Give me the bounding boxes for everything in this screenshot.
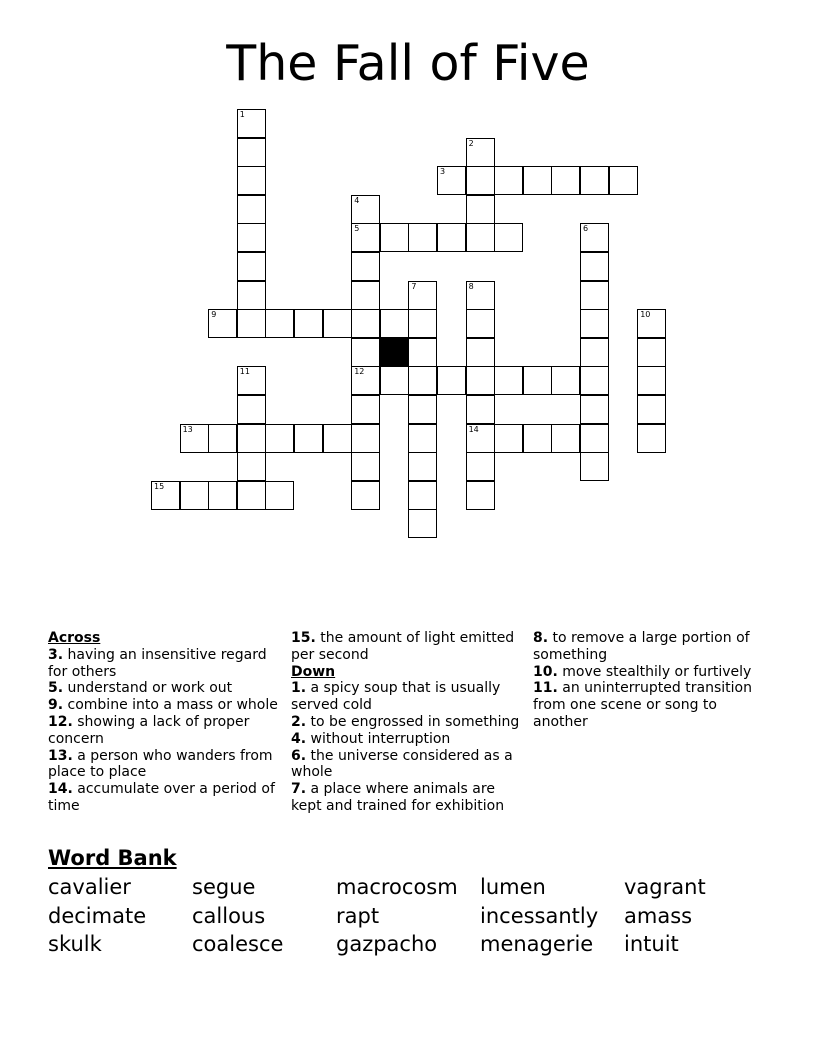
clue-number: 4. (291, 730, 307, 747)
grid-cell[interactable] (637, 366, 666, 395)
word-bank-word: decimate (48, 904, 147, 928)
grid-cell[interactable] (609, 166, 638, 195)
clue-number: 11. (533, 680, 558, 697)
grid-cell[interactable] (351, 252, 380, 281)
clues-column-2 (291, 630, 523, 815)
grid-cell[interactable] (380, 309, 409, 338)
word-bank-word: menagerie (480, 932, 594, 956)
clue-text: the amount of light emitted per second (291, 630, 515, 663)
word-bank-word: cavalier (48, 875, 131, 899)
grid-cell[interactable] (294, 309, 323, 338)
grid-cell[interactable] (466, 481, 495, 510)
grid-cell[interactable] (351, 395, 380, 424)
word-bank-word: gazpacho (336, 932, 438, 956)
grid-cell[interactable] (637, 309, 666, 338)
grid-cell[interactable] (237, 252, 266, 281)
clue-number: 6 (583, 224, 589, 234)
word-bank-word: rapt (336, 904, 380, 928)
grid-cell[interactable] (323, 309, 352, 338)
grid-cell[interactable] (580, 223, 609, 252)
clue-number: 7 (411, 281, 417, 291)
grid-cell[interactable] (265, 481, 294, 510)
word-bank-word: callous (192, 904, 266, 928)
across-heading: Across (48, 630, 101, 646)
grid-cell[interactable] (237, 395, 266, 424)
grid-cell[interactable] (494, 366, 523, 395)
grid-cell[interactable] (237, 109, 266, 138)
clue-item (48, 680, 278, 697)
grid-cell[interactable] (408, 309, 437, 338)
grid-cell[interactable] (237, 138, 266, 167)
grid-cell[interactable] (437, 366, 466, 395)
clue-number: 9 (211, 310, 217, 320)
clue-number: 13 (182, 424, 193, 434)
grid-cell[interactable] (466, 223, 495, 252)
grid-cell[interactable] (237, 452, 266, 481)
grid-cell[interactable] (466, 366, 495, 395)
grid-cell[interactable] (408, 395, 437, 424)
clue-number: 8 (468, 281, 474, 291)
grid-cell[interactable] (551, 366, 580, 395)
clue-number: 11 (239, 367, 250, 377)
grid-cell[interactable] (351, 195, 380, 224)
clue-number: 10. (533, 663, 558, 680)
grid-cell[interactable] (237, 366, 266, 395)
grid-cell[interactable] (523, 424, 552, 453)
grid-cell[interactable] (466, 452, 495, 481)
grid-cell[interactable] (580, 166, 609, 195)
grid-cell[interactable] (523, 166, 552, 195)
clue-text: to remove a large portion of something (533, 630, 750, 663)
grid-cell[interactable] (380, 366, 409, 395)
clue-text: move stealthily or furtively (557, 663, 752, 680)
clue-number: 8. (533, 630, 549, 646)
clue-number: 12. (48, 713, 73, 730)
grid-cell[interactable] (580, 252, 609, 281)
clue-number: 5. (48, 680, 64, 697)
grid-cell[interactable] (237, 424, 266, 453)
grid-cell[interactable] (351, 424, 380, 453)
clue-number: 15 (154, 481, 165, 491)
clue-item (48, 748, 278, 782)
grid-cell[interactable] (580, 395, 609, 424)
grid-cell[interactable] (323, 424, 352, 453)
clue-number: 6. (291, 747, 307, 764)
grid-cell[interactable] (408, 452, 437, 481)
clue-number: 12 (354, 367, 365, 377)
word-bank-word: coalesce (192, 932, 284, 956)
clue-item (48, 697, 278, 714)
word-bank-word: vagrant (624, 875, 706, 899)
grid-cell[interactable] (466, 166, 495, 195)
clue-item (291, 731, 523, 748)
clue-number: 10 (640, 310, 651, 320)
grid-cell[interactable] (494, 424, 523, 453)
grid-cell[interactable] (208, 309, 237, 338)
grid-cell[interactable] (237, 309, 266, 338)
clue-text: without interruption (306, 730, 451, 747)
clue-number: 4 (354, 195, 360, 205)
grid-cell[interactable] (380, 223, 409, 252)
grid-cell[interactable] (351, 452, 380, 481)
grid-cell[interactable] (637, 395, 666, 424)
grid-cell[interactable] (180, 424, 209, 453)
grid-cell[interactable] (466, 395, 495, 424)
clue-number: 9. (48, 697, 64, 714)
grid-cell[interactable] (237, 481, 266, 510)
clue-text: an uninterrupted transition from one scene or song to another (533, 680, 752, 730)
grid-cell[interactable] (265, 309, 294, 338)
clue-text: to be engrossed in something (306, 713, 520, 730)
word-bank-word: incessantly (480, 904, 599, 928)
grid-cell[interactable] (523, 366, 552, 395)
grid-cell[interactable] (580, 452, 609, 481)
page-title: The Fall of Five (226, 35, 590, 92)
clue-item (291, 630, 523, 664)
word-bank-word: segue (192, 875, 256, 899)
clues-column-1 (48, 630, 278, 815)
grid-cell[interactable] (408, 481, 437, 510)
clue-item (291, 680, 523, 714)
clue-number: 1 (239, 110, 245, 119)
grid-cell[interactable] (494, 223, 523, 252)
grid-cell[interactable] (437, 223, 466, 252)
grid-cell[interactable] (466, 195, 495, 224)
word-bank-title: Word Bank (48, 846, 177, 870)
grid-cell[interactable] (265, 424, 294, 453)
clue-text: a place where animals are kept and trained for exhibition (291, 781, 505, 814)
grid-cell[interactable] (466, 281, 495, 310)
clue-item (533, 680, 773, 730)
grid-cell[interactable] (151, 481, 180, 510)
clue-number: 1. (291, 680, 307, 697)
clue-number: 2. (291, 713, 307, 730)
clue-item (291, 781, 523, 815)
clue-item (533, 664, 773, 681)
clue-number: 14 (468, 424, 479, 434)
clue-item (291, 714, 523, 731)
grid-cell[interactable] (408, 338, 437, 367)
grid-cell[interactable] (466, 309, 495, 338)
grid-cell[interactable] (466, 338, 495, 367)
grid-cell[interactable] (408, 281, 437, 310)
grid-cell[interactable] (437, 166, 466, 195)
grid-cell[interactable] (351, 309, 380, 338)
grid-cell[interactable] (580, 281, 609, 310)
clue-text: showing a lack of proper concern (48, 713, 250, 747)
grid-cell[interactable] (466, 138, 495, 167)
grid-cell[interactable] (351, 366, 380, 395)
grid-cell[interactable] (351, 281, 380, 310)
word-bank-word: amass (624, 904, 693, 928)
clue-item (533, 630, 773, 664)
clue-text: accumulate over a period of time (48, 781, 275, 814)
grid-block-cell (380, 338, 409, 367)
clue-number: 2 (468, 138, 474, 148)
grid-cell[interactable] (580, 424, 609, 453)
grid-cell[interactable] (408, 424, 437, 453)
clue-text: combine into a mass or whole (63, 697, 278, 714)
word-bank-word: skulk (48, 932, 102, 956)
clue-item (291, 748, 523, 782)
grid-cell[interactable] (580, 309, 609, 338)
clue-text: a spicy soup that is usually served cold (291, 680, 501, 714)
grid-cell[interactable] (180, 481, 209, 510)
clue-item (48, 714, 278, 748)
clue-text: understand or work out (63, 680, 233, 697)
grid-cell[interactable] (351, 338, 380, 367)
clue-number: 13. (48, 747, 73, 764)
grid-cell[interactable] (580, 338, 609, 367)
grid-cell[interactable] (637, 424, 666, 453)
grid-cell[interactable] (294, 424, 323, 453)
clue-item (48, 781, 278, 815)
grid-cell[interactable] (351, 223, 380, 252)
clue-text: the universe considered as a whole (291, 747, 513, 781)
clues-column-3 (533, 630, 773, 731)
grid-cell[interactable] (208, 481, 237, 510)
word-bank-word: intuit (624, 932, 679, 956)
clue-text: having an insensitive regard for others (48, 646, 267, 680)
word-bank-word: macrocosm (336, 875, 458, 899)
clue-number: 7. (291, 781, 307, 798)
clue-number: 14. (48, 781, 73, 798)
grid-cell[interactable] (551, 424, 580, 453)
grid-cell[interactable] (237, 195, 266, 224)
grid-cell[interactable] (351, 481, 380, 510)
grid-cell[interactable] (208, 424, 237, 453)
grid-cell[interactable] (466, 424, 495, 453)
grid-cell[interactable] (237, 223, 266, 252)
clue-text: a person who wanders from place to place (48, 747, 273, 781)
grid-cell[interactable] (551, 166, 580, 195)
grid-cell[interactable] (494, 166, 523, 195)
clue-number: 3 (440, 167, 446, 177)
grid-cell[interactable] (408, 509, 437, 538)
grid-cell[interactable] (580, 366, 609, 395)
grid-cell[interactable] (637, 338, 666, 367)
grid-cell[interactable] (408, 223, 437, 252)
grid-cell[interactable] (237, 281, 266, 310)
clue-number: 3. (48, 646, 64, 663)
grid-cell[interactable] (237, 166, 266, 195)
clue-item (48, 647, 278, 681)
grid-cell[interactable] (408, 366, 437, 395)
clue-number: 5 (354, 224, 360, 234)
down-heading: Down (291, 663, 336, 680)
word-bank-word: lumen (480, 875, 546, 899)
clue-number: 15. (291, 630, 316, 646)
